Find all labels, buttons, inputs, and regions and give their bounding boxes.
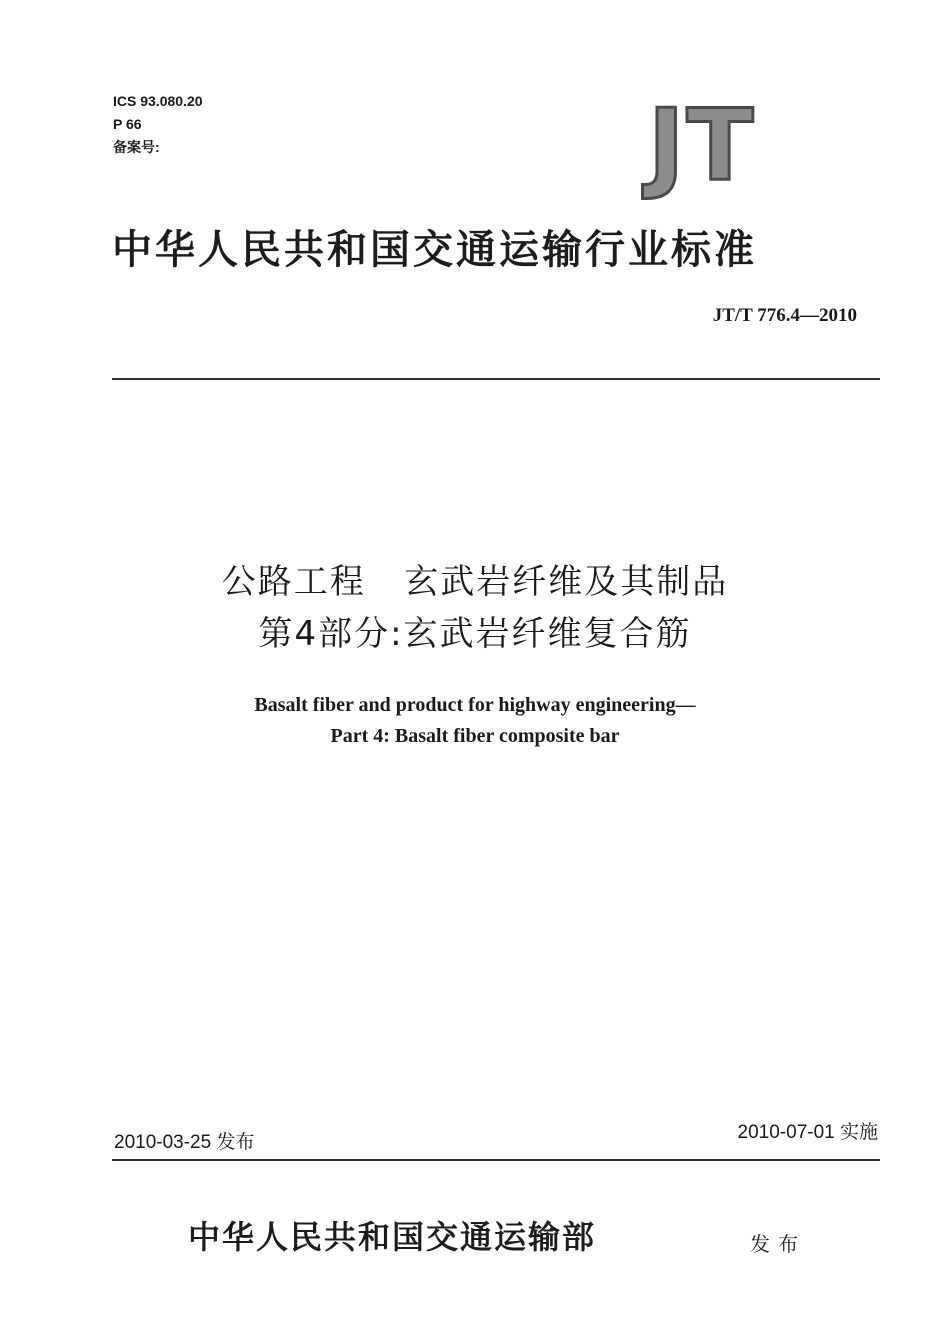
english-title-line-2: Part 4: Basalt fiber composite bar bbox=[330, 725, 620, 747]
chinese-title-line-1: 公路工程 玄武岩纤维及其制品 bbox=[221, 562, 729, 602]
classification-block bbox=[113, 90, 203, 159]
english-title-line-1: Basalt fiber and product for highway engineering— bbox=[254, 694, 696, 716]
issue-date: 2010-03-25 发布 bbox=[114, 1132, 255, 1153]
jt-logo: JT bbox=[648, 89, 756, 203]
chinese-title-line-2: 第4部分:玄武岩纤维复合筋 bbox=[258, 614, 692, 654]
publish-label: 发布 bbox=[750, 1232, 806, 1256]
bottom-divider bbox=[112, 1159, 880, 1161]
top-divider bbox=[112, 378, 880, 380]
publisher-name: 中华人民共和国交通运输部 bbox=[188, 1218, 597, 1256]
filing-number-label: 备案号: bbox=[113, 139, 160, 155]
class-code: P 66 bbox=[113, 116, 142, 132]
ics-code: ICS 93.080.20 bbox=[113, 93, 203, 109]
standard-number: JT/T 776.4—2010 bbox=[712, 305, 857, 326]
standard-category-title: 中华人民共和国交通运输行业标准 bbox=[112, 226, 757, 273]
implementation-date: 2010-07-01 实施 bbox=[737, 1122, 878, 1143]
